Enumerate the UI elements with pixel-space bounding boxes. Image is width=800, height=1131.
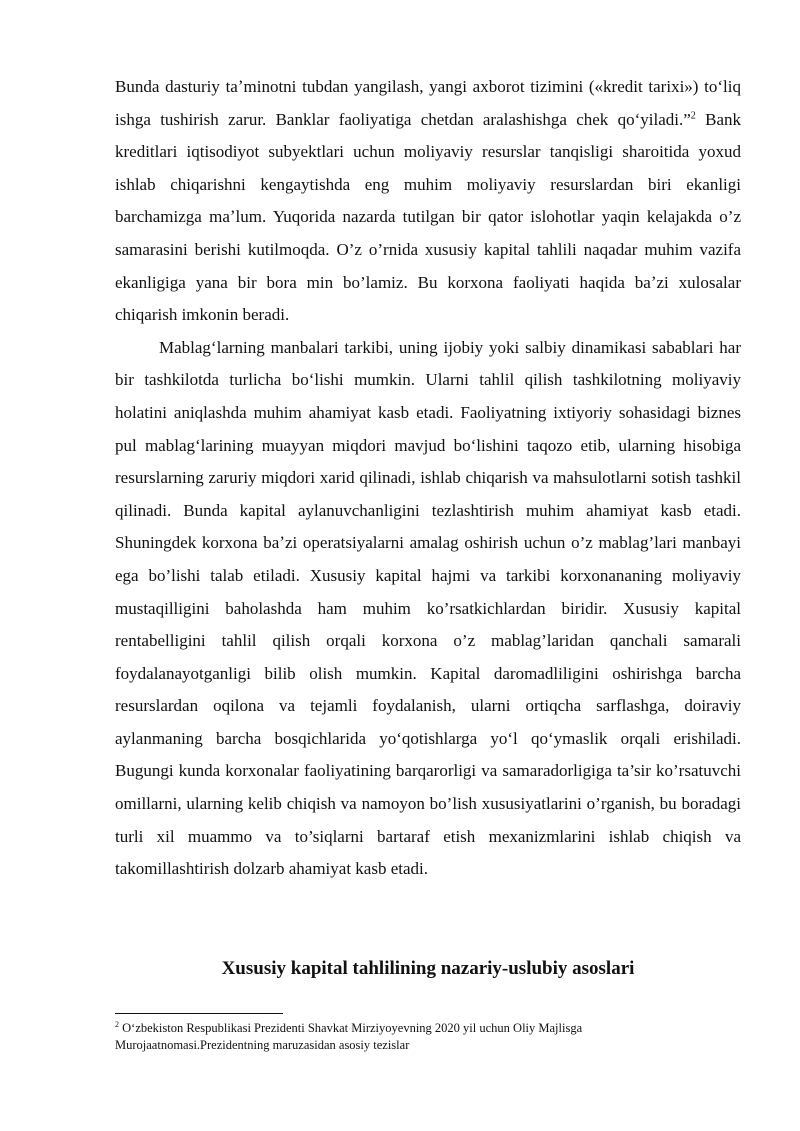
footnote-divider xyxy=(115,1013,283,1014)
paragraph-1 xyxy=(115,71,741,332)
paragraph-2: Mablag‘larning manbalari tarkibi, uning ijobiy yoki salbiy dinamikasi sabablari har bir tashkilotda turlicha bo‘lishi mumkin. Ularni tahlil qilish tashkilotning moliyaviy holatini aniqlashda muhim ahamiyat kasb etadi. Faoliyatning ixtiyoriy sohasidagi biznes pul mablag‘larining muayyan miqdori mavjud bo‘lishini taqozo etib, ularning hisobiga resurslarning zaruriy miqdori xarid qilinadi, ishlab chiqarish va mahsulotlarni sotish tashkil qilinadi. Bunda kapital aylanuvchanligini tezlashtirish muhim ahamiyat kasb etadi. Shuningdek korxona baʼzi operatsiyalarni amalag oshirish uchun o’z mablag’lari manbayi ega bo’lishi talab etiladi. Xususiy kapital hajmi va tarkibi korxonananing moliyaviy mustaqilligini baholashda ham muhim ko’rsatkichlardan biridir. Xususiy kapital rentabelligini tahlil qilish orqali korxona o’z mablag’laridan qanchali samarali foydalanayotganligi bilib olish mumkin. Kapital daromadliligini oshirishga barcha resurslardan oqilona va tejamli foydalanish, ularni ortiqcha sarflashga, doiraviy aylanmaning barcha bosqichlarida yo‘qotishlarga yo‘l qo‘ymaslik orqali erishiladi. Bugungi kunda korxonalar faoliyatining barqarorligi va samaradorligiga ta’sir ko’rsatuvchi omillarni, ularning kelib chiqish va namoyon bo’lish xususiyatlarini o’rganish, bu boradagi turli xil muammo va to’siqlarni bartaraf etish mexanizmlarini ishlab chiqish va takomillashtirish dolzarb ahamiyat kasb etadi. xyxy=(115,337,741,879)
footnote xyxy=(115,1020,715,1054)
footnote-text: O‘zbekiston Respublikasi Prezidenti Shavkat Mirziyoyevning 2020 yil uchun Oliy Majlisga Murojaatnomasi.Prezidentning maruzasidan asosiy tezislar xyxy=(115,1021,583,1052)
body-text xyxy=(115,71,741,886)
paragraph-1-text-a: Bunda dasturiy taʼminotni tubdan yangilash, yangi axborot tizimini («kredit tarixi») to‘liq ishga tushirish zarur. Banklar faoliyatiga chetdan aralashishga chek qo‘yiladi.” xyxy=(115,77,741,129)
footnote-number: 2 xyxy=(115,1019,119,1029)
footnote-reference[interactable]: 2 xyxy=(690,109,696,121)
paragraph-1-text-b: Bank kreditlari iqtisodiyot subyektlari uchun moliyaviy resurslar tanqisligi sharoitida yoxud ishlab chiqarishni kengaytishda eng muhim moliyaviy resurslardan biri ekanligi barchamizga maʼlum. Yuqorida nazarda tutilgan bir qator islohotlar yaqin kelajakda o’z samarasini berishi kutilmoqda. O’z o’rnida xususiy kapital tahlili naqadar muhim vazifa ekanligiga yana bir bora min bo’lamiz. Bu korxona faoliyati haqida baʼzi xulosalar chiqarish imkonin beradi. xyxy=(115,109,741,325)
section-heading: Xususiy kapital tahlilining nazariy-uslubiy asoslari xyxy=(221,958,635,979)
